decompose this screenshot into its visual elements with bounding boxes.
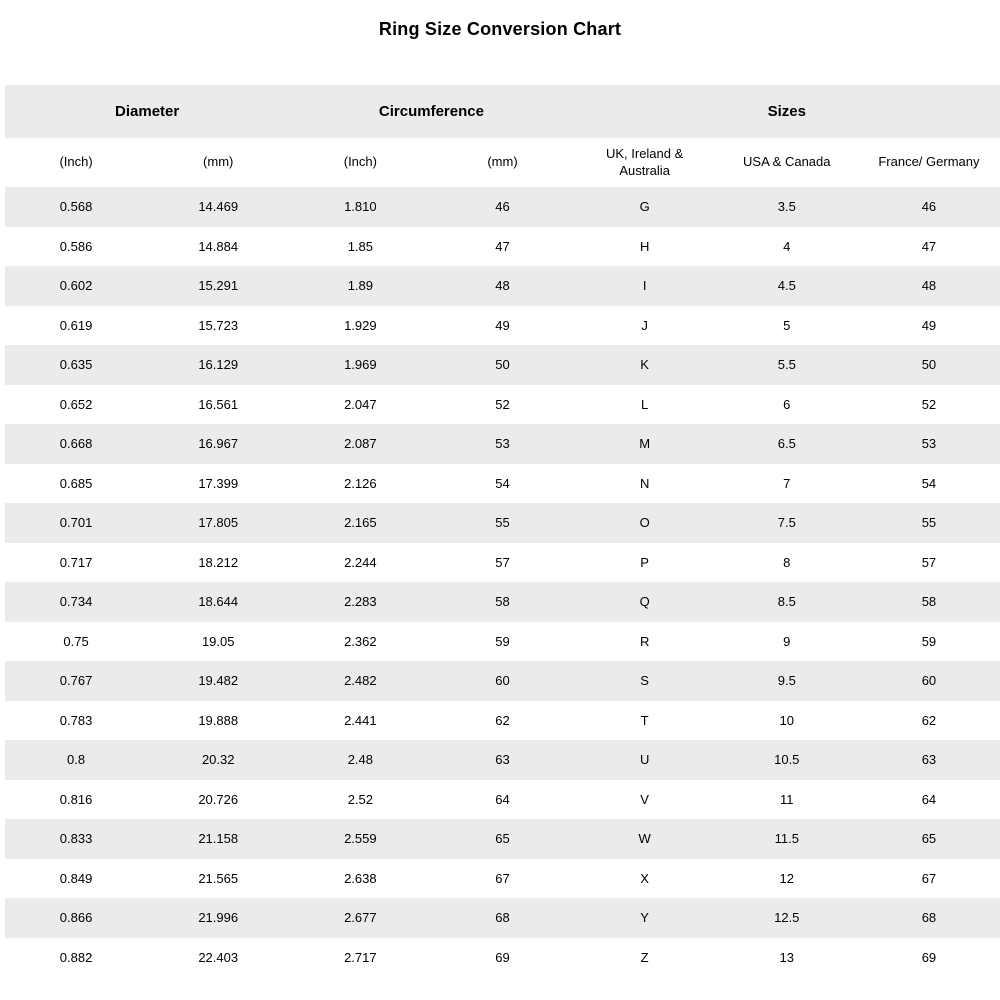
table-cell: 0.619: [59, 317, 93, 333]
table-cell: 0.717: [59, 554, 93, 570]
table-cell: 22.403: [198, 949, 239, 965]
table-cell: 0.701: [59, 515, 93, 531]
table-cell: 65: [921, 831, 937, 847]
table-cell: 46: [921, 199, 937, 215]
table-cell: 0.8: [67, 752, 86, 768]
table-cell: 48: [921, 278, 937, 294]
table-cell: 62: [495, 712, 510, 728]
table-row: [5, 859, 1000, 899]
table-row: [5, 424, 1000, 464]
table-row: [5, 306, 1000, 346]
table-row: [5, 582, 1000, 622]
column-header-diameter-inch: (Inch): [59, 154, 93, 170]
table-cell: 21.158: [198, 831, 239, 847]
table-cell: 6.5: [777, 436, 796, 452]
table-cell: 0.734: [59, 594, 93, 610]
table-cell: 11: [780, 791, 794, 807]
table-row: [5, 661, 1000, 701]
table-cell: 63: [921, 752, 937, 768]
table-cell: N: [639, 475, 650, 491]
table-cell: S: [640, 673, 649, 689]
table-cell: 52: [921, 396, 937, 412]
table-cell: 17.805: [198, 515, 239, 531]
table-header: [5, 85, 1000, 187]
table-cell: 16.561: [198, 396, 239, 412]
table-row: [5, 345, 1000, 385]
table-cell: 14.469: [198, 199, 239, 215]
table-cell: X: [640, 870, 649, 886]
table-cell: 12.5: [774, 910, 800, 926]
table-cell: 0.866: [59, 910, 93, 926]
table-cell: 9.5: [777, 673, 796, 689]
table-row: [5, 819, 1000, 859]
table-cell: 19.888: [198, 712, 239, 728]
table-cell: 55: [495, 515, 510, 531]
column-header-usa-canada: USA & Canada: [743, 154, 831, 170]
table-cell: 68: [495, 910, 510, 926]
table-cell: 15.723: [198, 317, 239, 333]
table-cell: 58: [921, 594, 937, 610]
table-cell: 59: [921, 633, 937, 649]
column-header-circumference-inch: (Inch): [343, 154, 377, 170]
group-header-diameter: Diameter: [115, 103, 180, 120]
table-cell: 60: [921, 673, 937, 689]
table-cell: 0.833: [59, 831, 93, 847]
table-cell: 59: [495, 633, 510, 649]
table-cell: 69: [495, 949, 510, 965]
group-header-row: [5, 85, 1000, 138]
column-header-row: [5, 138, 1000, 187]
table-cell: 21.565: [198, 870, 239, 886]
table-cell: 1.810: [344, 199, 377, 215]
table-cell: 2.441: [344, 712, 377, 728]
table-row: [5, 701, 1000, 741]
table-cell: G: [639, 199, 650, 215]
table-row: [5, 740, 1000, 780]
table-cell: 0.767: [59, 673, 93, 689]
table-cell: 7.5: [777, 515, 796, 531]
column-header-uk-ireland-australia: UK, Ireland & Australia: [605, 146, 684, 178]
table-row: [5, 503, 1000, 543]
table-cell: 3.5: [777, 199, 796, 215]
group-header-sizes: Sizes: [767, 103, 806, 120]
table-row: [5, 780, 1000, 820]
table-cell: 2.283: [344, 594, 377, 610]
table-cell: Z: [640, 949, 649, 965]
table-cell: 62: [921, 712, 937, 728]
table-cell: 0.635: [59, 357, 93, 373]
table-cell: 2.52: [347, 791, 373, 807]
table-cell: J: [641, 317, 648, 333]
table-cell: M: [639, 436, 651, 452]
group-header-circumference: Circumference: [378, 103, 484, 120]
table-cell: 19.05: [201, 633, 235, 649]
table-cell: O: [639, 515, 650, 531]
table-cell: K: [640, 357, 649, 373]
table-cell: 2.047: [344, 396, 377, 412]
table-cell: 57: [921, 554, 937, 570]
table-cell: 5.5: [777, 357, 796, 373]
table-cell: 21.996: [198, 910, 239, 926]
table-cell: W: [638, 831, 651, 847]
table-cell: 53: [495, 436, 510, 452]
table-cell: 48: [495, 278, 510, 294]
table-cell: 49: [921, 317, 937, 333]
table-row: [5, 187, 1000, 227]
table-cell: 58: [495, 594, 510, 610]
table-cell: 0.602: [59, 278, 93, 294]
table-cell: P: [640, 554, 649, 570]
table-cell: 60: [495, 673, 510, 689]
table-cell: 1.969: [344, 357, 377, 373]
table-body: [5, 187, 1000, 977]
table-cell: 2.126: [344, 475, 377, 491]
table-cell: 13: [779, 949, 794, 965]
table-cell: R: [639, 633, 650, 649]
table-cell: Q: [639, 594, 650, 610]
table-cell: 0.668: [59, 436, 93, 452]
table-cell: 1.89: [347, 278, 373, 294]
table-cell: 1.85: [347, 238, 373, 254]
table-cell: 9: [783, 633, 791, 649]
table-cell: 55: [921, 515, 937, 531]
table-cell: 18.212: [198, 554, 239, 570]
table-cell: 18.644: [198, 594, 239, 610]
table-cell: 0.816: [59, 791, 93, 807]
table-row: [5, 938, 1000, 978]
table-cell: 64: [921, 791, 937, 807]
table-cell: 2.087: [344, 436, 377, 452]
column-header-france-germany: France/ Germany: [878, 154, 980, 170]
table-cell: 46: [495, 199, 510, 215]
table-row: [5, 898, 1000, 938]
table-cell: 53: [921, 436, 937, 452]
table-row: [5, 227, 1000, 267]
table-cell: 10.5: [774, 752, 800, 768]
table-cell: V: [640, 791, 649, 807]
table-row: [5, 464, 1000, 504]
table-cell: 15.291: [198, 278, 239, 294]
table-cell: 0.783: [59, 712, 93, 728]
table-cell: 20.726: [198, 791, 239, 807]
table-cell: 10: [779, 712, 794, 728]
table-cell: 2.559: [344, 831, 377, 847]
table-cell: 49: [495, 317, 510, 333]
table-cell: 64: [495, 791, 510, 807]
table-cell: L: [641, 396, 649, 412]
page-title: Ring Size Conversion Chart: [378, 19, 622, 39]
column-header-circumference-mm: (mm): [487, 154, 518, 170]
table-cell: 2.48: [347, 752, 373, 768]
table-row: [5, 622, 1000, 662]
table-cell: 52: [495, 396, 510, 412]
table-row: [5, 543, 1000, 583]
table-cell: 0.652: [59, 396, 93, 412]
table-cell: T: [640, 712, 649, 728]
table-cell: 67: [921, 870, 937, 886]
table-cell: 68: [921, 910, 937, 926]
table-cell: 69: [921, 949, 937, 965]
table-cell: 8: [783, 554, 791, 570]
table-cell: 12: [779, 870, 794, 886]
ring-size-table: [5, 85, 1000, 977]
table-cell: 16.967: [198, 436, 239, 452]
table-cell: I: [642, 278, 647, 294]
table-cell: Y: [640, 910, 649, 926]
table-cell: 0.75: [63, 633, 89, 649]
table-cell: 4: [783, 238, 791, 254]
table-cell: 19.482: [198, 673, 239, 689]
table-cell: 47: [495, 238, 510, 254]
table-cell: 50: [495, 357, 510, 373]
table-cell: 17.399: [198, 475, 239, 491]
table-cell: 2.482: [344, 673, 377, 689]
table-cell: 67: [495, 870, 510, 886]
table-cell: 1.929: [344, 317, 377, 333]
table-cell: 7: [783, 475, 791, 491]
table-cell: 0.586: [59, 238, 93, 254]
table-cell: 4.5: [777, 278, 796, 294]
table-row: [5, 385, 1000, 425]
table-cell: 0.568: [59, 199, 93, 215]
table-cell: 2.717: [344, 949, 377, 965]
table-cell: 6: [783, 396, 791, 412]
table-cell: 5: [783, 317, 791, 333]
table-cell: 47: [921, 238, 937, 254]
table-cell: U: [639, 752, 650, 768]
table-cell: 11.5: [774, 831, 799, 847]
column-header-diameter-mm: (mm): [203, 154, 234, 170]
table-cell: 20.32: [201, 752, 235, 768]
table-cell: 2.244: [344, 554, 377, 570]
table-cell: 16.129: [198, 357, 239, 373]
table-cell: 65: [495, 831, 510, 847]
table-cell: 0.849: [59, 870, 93, 886]
table-cell: 54: [495, 475, 510, 491]
table-cell: 2.165: [344, 515, 377, 531]
table-cell: 0.685: [59, 475, 93, 491]
table-cell: 54: [921, 475, 937, 491]
table-cell: 2.362: [344, 633, 377, 649]
table-cell: 2.638: [344, 870, 377, 886]
table-row: [5, 266, 1000, 306]
table-cell: 0.882: [59, 949, 93, 965]
table-cell: 50: [921, 357, 937, 373]
table-cell: 14.884: [198, 238, 239, 254]
table-cell: H: [639, 238, 650, 254]
table-cell: 63: [495, 752, 510, 768]
table-cell: 2.677: [344, 910, 377, 926]
table-cell: 57: [495, 554, 510, 570]
table-cell: 8.5: [777, 594, 796, 610]
